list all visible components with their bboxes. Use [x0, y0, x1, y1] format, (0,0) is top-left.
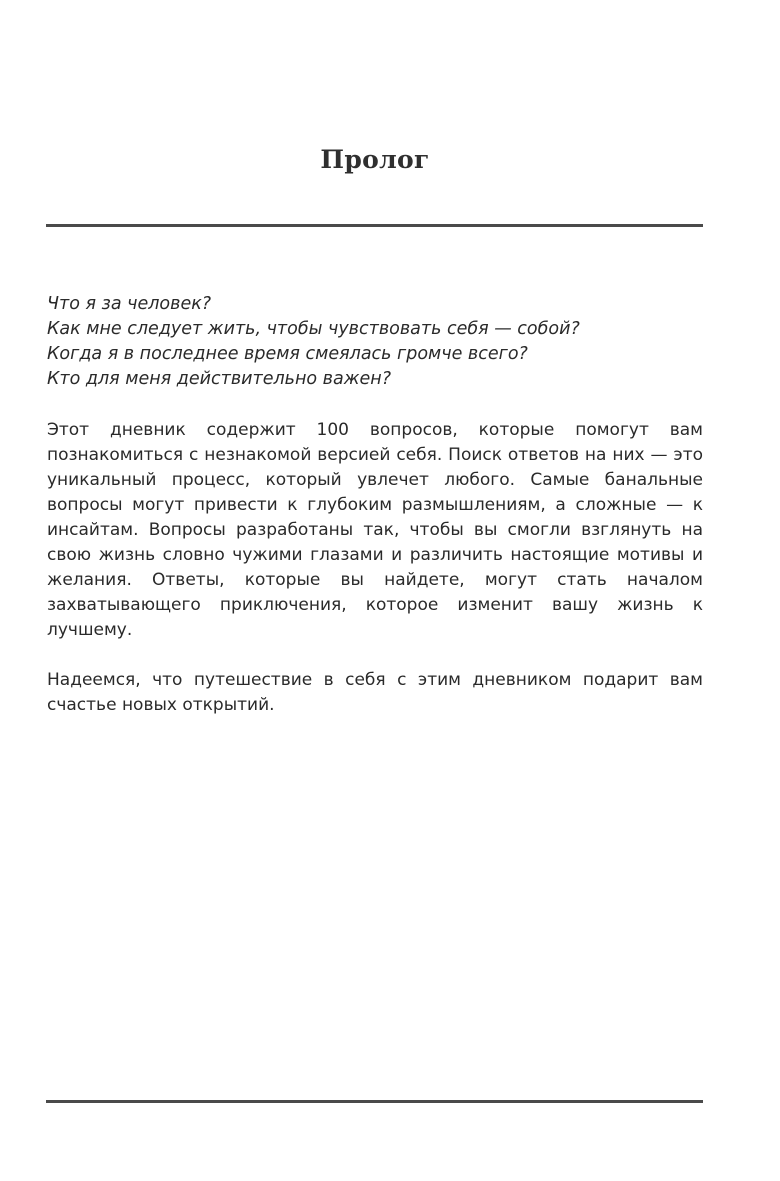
- question-item: Когда я в последнее время смеялась громче всего?: [47, 344, 528, 364]
- question-list: [47, 292, 704, 392]
- closing-paragraph: Надеемся, что путешествие в себя с этим дневником подарит вам счастье новых открытий.: [47, 670, 703, 715]
- question-item: Как мне следует жить, чтобы чувствовать себя — собой?: [47, 319, 580, 339]
- bottom-divider: [46, 1100, 703, 1103]
- top-divider: [46, 224, 703, 227]
- page-title: Пролог: [320, 145, 430, 174]
- question-item: Что я за человек?: [47, 294, 212, 314]
- question-item: Кто для меня действительно важен?: [47, 369, 391, 389]
- intro-paragraph: Этот дневник содержит 100 вопросов, которые помогут вам познакомиться с незнакомой версией себя. Поиск ответов на них — это уникальный процесс, который увлечет любого. Самые банальные вопросы могут привести к глубоким размышлениям, а сложные — к инсайтам. Вопросы разработаны так, чтобы вы смогли взглянуть на свою жизнь словно чужими глазами и различить настоящие мотивы и желания. Ответы, которые вы найдете, могут стать началом захватывающего приключения, которое изменит вашу жизнь к лучшему.: [47, 420, 703, 640]
